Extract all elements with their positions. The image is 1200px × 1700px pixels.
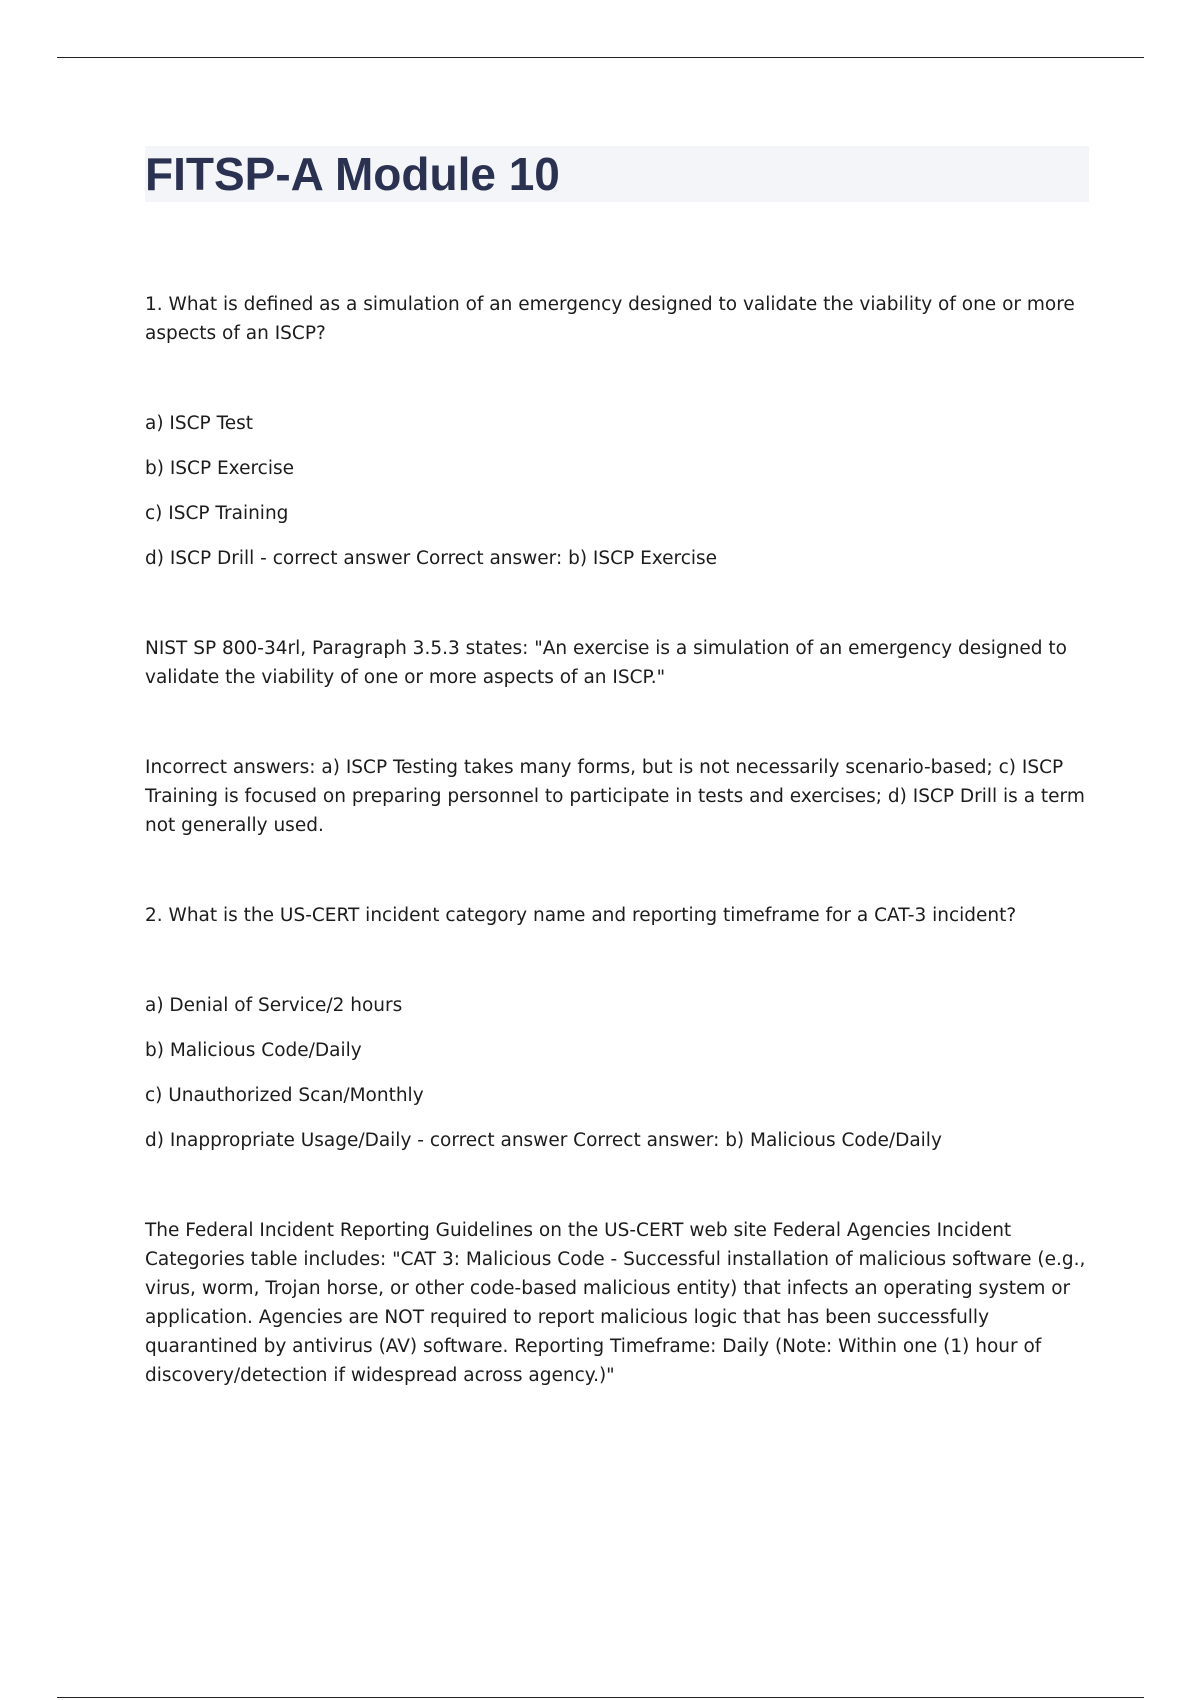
q1-option-a: a) ISCP Test <box>145 413 254 434</box>
document-body <box>145 290 1089 1451</box>
q1-explanation: NIST SP 800-34rl, Paragraph 3.5.3 states: "An exercise is a simulation of an emergency designed to validate the viability of one or more aspects of an ISCP." <box>145 638 1067 688</box>
question-1: 1. What is defined as a simulation of an emergency designed to validate the viability of one or more aspects of an ISCP? <box>145 294 1075 344</box>
q1-incorrect-answers: Incorrect answers: a) ISCP Testing takes many forms, but is not necessarily scenario-based; c) ISCP Training is focused on preparing personnel to participate in tests and exercises; d) ISCP Drill is a term not generally used. <box>145 757 1085 836</box>
q1-option-c: c) ISCP Training <box>145 503 289 524</box>
q2-option-c: c) Unauthorized Scan/Monthly <box>145 1085 424 1106</box>
footer-rule <box>57 1697 1144 1698</box>
q1-option-b: b) ISCP Exercise <box>145 458 294 479</box>
header-rule <box>57 57 1144 58</box>
q2-explanation: The Federal Incident Reporting Guidelines on the US-CERT web site Federal Agencies Incident Categories table includes: "CAT 3: Malicious Code - Successful installation of malicious software (e.g., virus, worm, Trojan horse, or other code-based malicious entity) that infects an operating system or application. Agencies are NOT required to report malicious logic that has been successfully quarantined by antivirus (AV) software. Reporting Timeframe: Daily (Note: Within one (1) hour of discovery/detection if widespread across agency.)" <box>145 1220 1086 1386</box>
page-title: FITSP-A Module 10 <box>145 148 560 200</box>
question-2: 2. What is the US-CERT incident category name and reporting timeframe for a CAT-3 incident? <box>145 905 1017 926</box>
q2-option-d-answer: d) Inappropriate Usage/Daily - correct answer Correct answer: b) Malicious Code/Daily <box>145 1130 942 1151</box>
q2-option-b: b) Malicious Code/Daily <box>145 1040 362 1061</box>
q2-option-a: a) Denial of Service/2 hours <box>145 995 403 1016</box>
q1-option-d-answer: d) ISCP Drill - correct answer Correct answer: b) ISCP Exercise <box>145 548 718 569</box>
